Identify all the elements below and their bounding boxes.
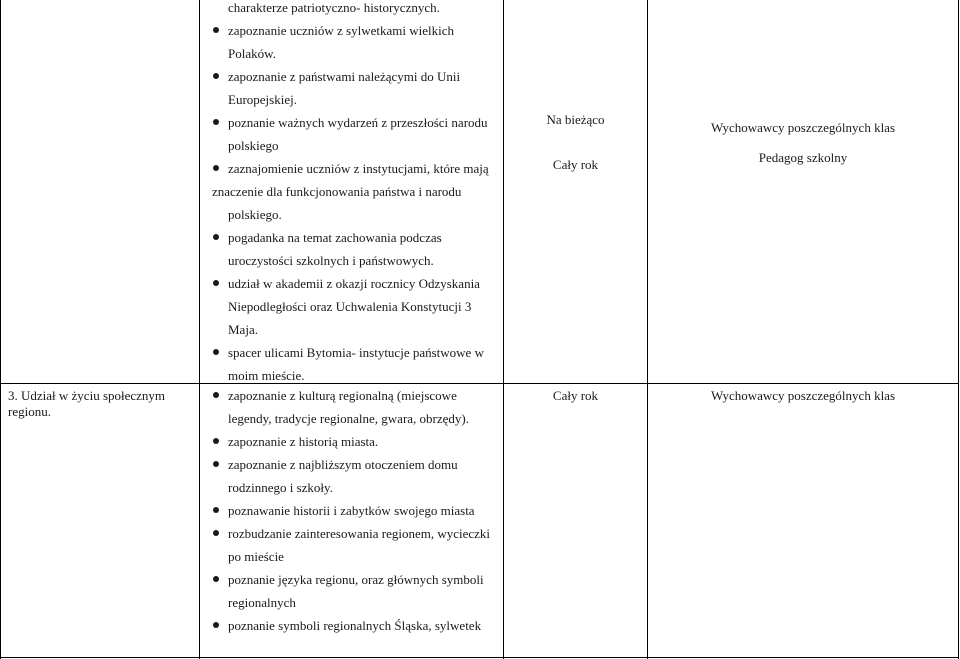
- list-item-continuation: Europejskiej.: [228, 92, 297, 107]
- list-item: zapoznanie z najbliższym otoczeniem domu: [212, 453, 502, 476]
- row-1-responsible-pedagogue: Pedagog szkolny: [758, 150, 848, 165]
- row-1-time-ongoing: Na bieżąco: [546, 112, 605, 127]
- list-item-continuation: po mieście: [228, 549, 284, 564]
- list-item-continuation: legendy, tradycje regionalne, gwara, obrzędy).: [228, 411, 469, 426]
- list-item: poznawanie historii i zabytków swojego miasta: [212, 499, 502, 522]
- row-2-activities: [212, 384, 502, 637]
- list-item: poznanie symboli regionalnych Śląska, sylwetek: [212, 614, 502, 637]
- table-border-bottom: [0, 657, 959, 658]
- column-divider-3: [647, 0, 648, 659]
- list-item-continuation: regionalnych: [228, 595, 296, 610]
- list-item-continuation: polskiego.: [228, 207, 282, 222]
- list-item: zapoznanie uczniów z sylwetkami wielkich: [212, 19, 502, 42]
- column-divider-1: [199, 0, 200, 659]
- row-2-responsible-teachers: Wychowawcy poszczególnych klas: [710, 388, 896, 403]
- table-border-left: [0, 0, 1, 659]
- list-item: pogadanka na temat zachowania podczas: [212, 226, 502, 249]
- list-item-continuation: Niepodległości oraz Uchwalenia Konstytucji 3: [228, 299, 472, 314]
- column-divider-2: [503, 0, 504, 659]
- list-item: zapoznanie z państwami należącymi do Unii: [212, 65, 502, 88]
- list-item: poznanie ważnych wydarzeń z przeszłości narodu: [212, 111, 502, 134]
- list-item-continuation: polskiego: [228, 138, 279, 153]
- list-item: udział w akademii z okazji rocznicy Odzyskania: [212, 272, 502, 295]
- list-item-continuation: uroczystości szkolnych i państwowych.: [228, 253, 434, 268]
- row-2-time-year: Cały rok: [552, 388, 599, 403]
- list-item: zaznajomienie uczniów z instytucjami, które mają: [212, 157, 502, 180]
- list-item-continuation: Polaków.: [228, 46, 276, 61]
- list-item-continuation: rodzinnego i szkoły.: [228, 480, 333, 495]
- list-item-continuation: znaczenie dla funkcjonowania państwa i narodu: [212, 184, 462, 199]
- list-item: charakterze patriotyczno- historycznych.: [228, 0, 440, 15]
- list-item: zapoznanie z historią miasta.: [212, 430, 502, 453]
- row-1-responsible-teachers: Wychowawcy poszczególnych klas: [710, 120, 896, 135]
- row-1-activities: [212, 0, 502, 387]
- list-item-continuation: moim mieście.: [228, 368, 305, 383]
- list-item: rozbudzanie zainteresowania regionem, wycieczki: [212, 522, 502, 545]
- row-1-time-year: Cały rok: [552, 157, 599, 172]
- list-item-continuation: Maja.: [228, 322, 258, 337]
- row-2-goal: 3. Udział w życiu społecznym regionu.: [8, 388, 166, 419]
- table-border-right: [958, 0, 959, 659]
- list-item: zapoznanie z kulturą regionalną (miejscowe: [212, 384, 502, 407]
- list-item: spacer ulicami Bytomia- instytucje państwowe w: [212, 341, 502, 364]
- list-item: poznanie języka regionu, oraz głównych symboli: [212, 568, 502, 591]
